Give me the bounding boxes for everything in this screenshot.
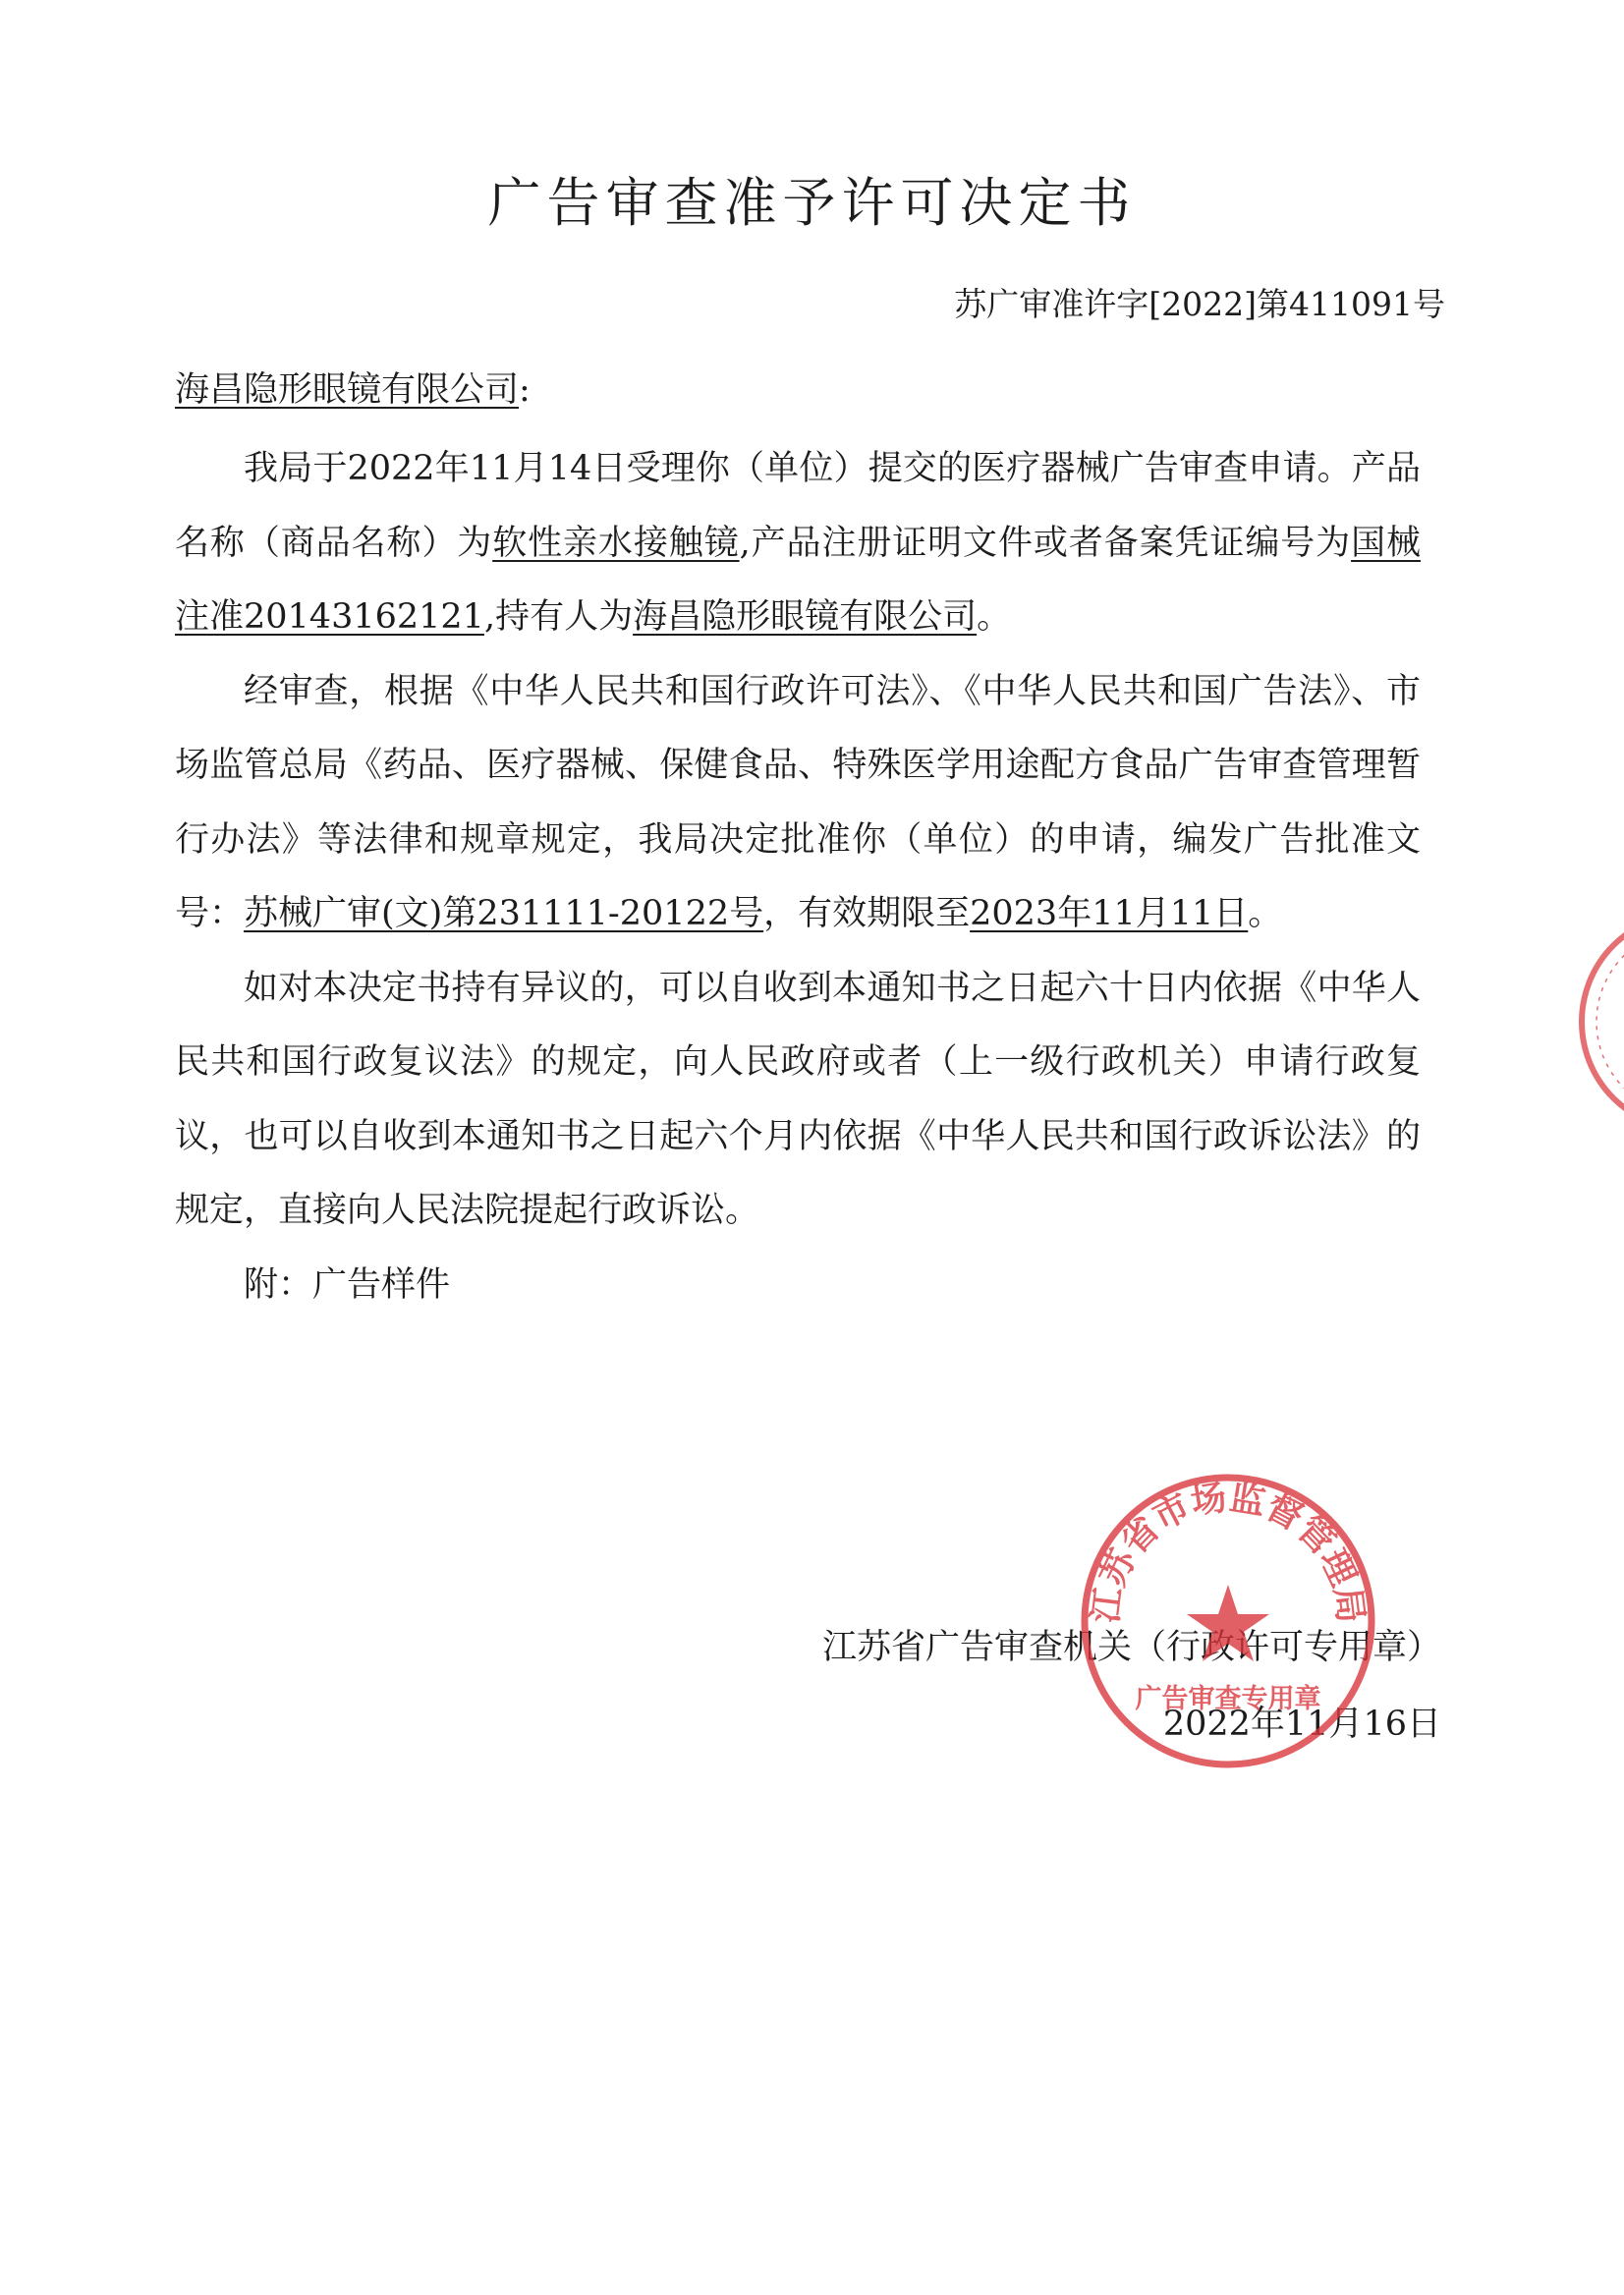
paragraph-application bbox=[175, 432, 1421, 655]
paragraph-appeal: 如对本决定书持有异议的，可以自收到本通知书之日起六十日内依据《中华人民共和国行政复议法》的规定，向人民政府或者（上一级行政机关）申请行政复议，也可以自收到本通知书之日起六个月内依据《中华人民共和国行政诉讼法》的规定，直接向人民法院提起行政诉讼。 bbox=[175, 968, 1421, 1230]
product-name: 软性亲水接触镜 bbox=[492, 523, 740, 563]
addressee bbox=[175, 365, 531, 415]
paragraph-text: ，有效期限至 bbox=[763, 894, 971, 933]
partial-seal-icon bbox=[1572, 904, 1624, 1140]
paragraph-text: 经审查，根据《中华人民共和国行政许可法》、《中华人民共和国广告法》、市场监管总局《药品、医疗器械、保健食品、特殊医学用途配方食品广告审查管理暂行办法》等法律和规章规定，我局决定批准你（单位）的申请，编发广告批准文号： bbox=[175, 671, 1421, 933]
official-seal-icon bbox=[1076, 1469, 1380, 1773]
issue-date: 2022年11月16日 bbox=[1162, 1705, 1441, 1744]
paragraph-decision bbox=[175, 655, 1421, 952]
paragraph-text: ,产品注册证明文件或者备案凭证编号为 bbox=[739, 523, 1352, 563]
addressee-colon: : bbox=[519, 370, 531, 410]
seal-ring-text: 江苏省市场监督管理局 bbox=[1085, 1477, 1372, 1626]
document-title: 广告审查准予许可决定书 bbox=[487, 172, 1137, 234]
seal-bottom-text: 广告审查专用章 bbox=[1135, 1684, 1321, 1714]
document-body bbox=[175, 432, 1421, 1322]
registration-number: 国械注准20143162121 bbox=[175, 523, 1421, 637]
holder-name: 海昌隐形眼镜有限公司 bbox=[633, 597, 978, 637]
paragraph-text: 我局于2022年11月14日受理你（单位）提交的医疗器械广告审查申请。产品名称（商品名称）为 bbox=[175, 449, 1421, 563]
document-number: 苏广审准许字[2022]第411091号 bbox=[954, 285, 1445, 323]
paragraph-text: 。 bbox=[1248, 894, 1283, 933]
approval-number: 苏械广审(文)第231111-20122号 bbox=[244, 894, 764, 933]
issuing-authority: 江苏省广告审查机关（行政许可专用章） bbox=[821, 1628, 1441, 1667]
valid-until-date: 2023年11月11日 bbox=[970, 894, 1249, 933]
paragraph-text: ,持有人为 bbox=[483, 597, 634, 637]
paragraph-text: 。 bbox=[977, 597, 1012, 637]
addressee-name: 海昌隐形眼镜有限公司 bbox=[175, 370, 520, 410]
attachment-note: 附：广告样件 bbox=[244, 1264, 451, 1305]
